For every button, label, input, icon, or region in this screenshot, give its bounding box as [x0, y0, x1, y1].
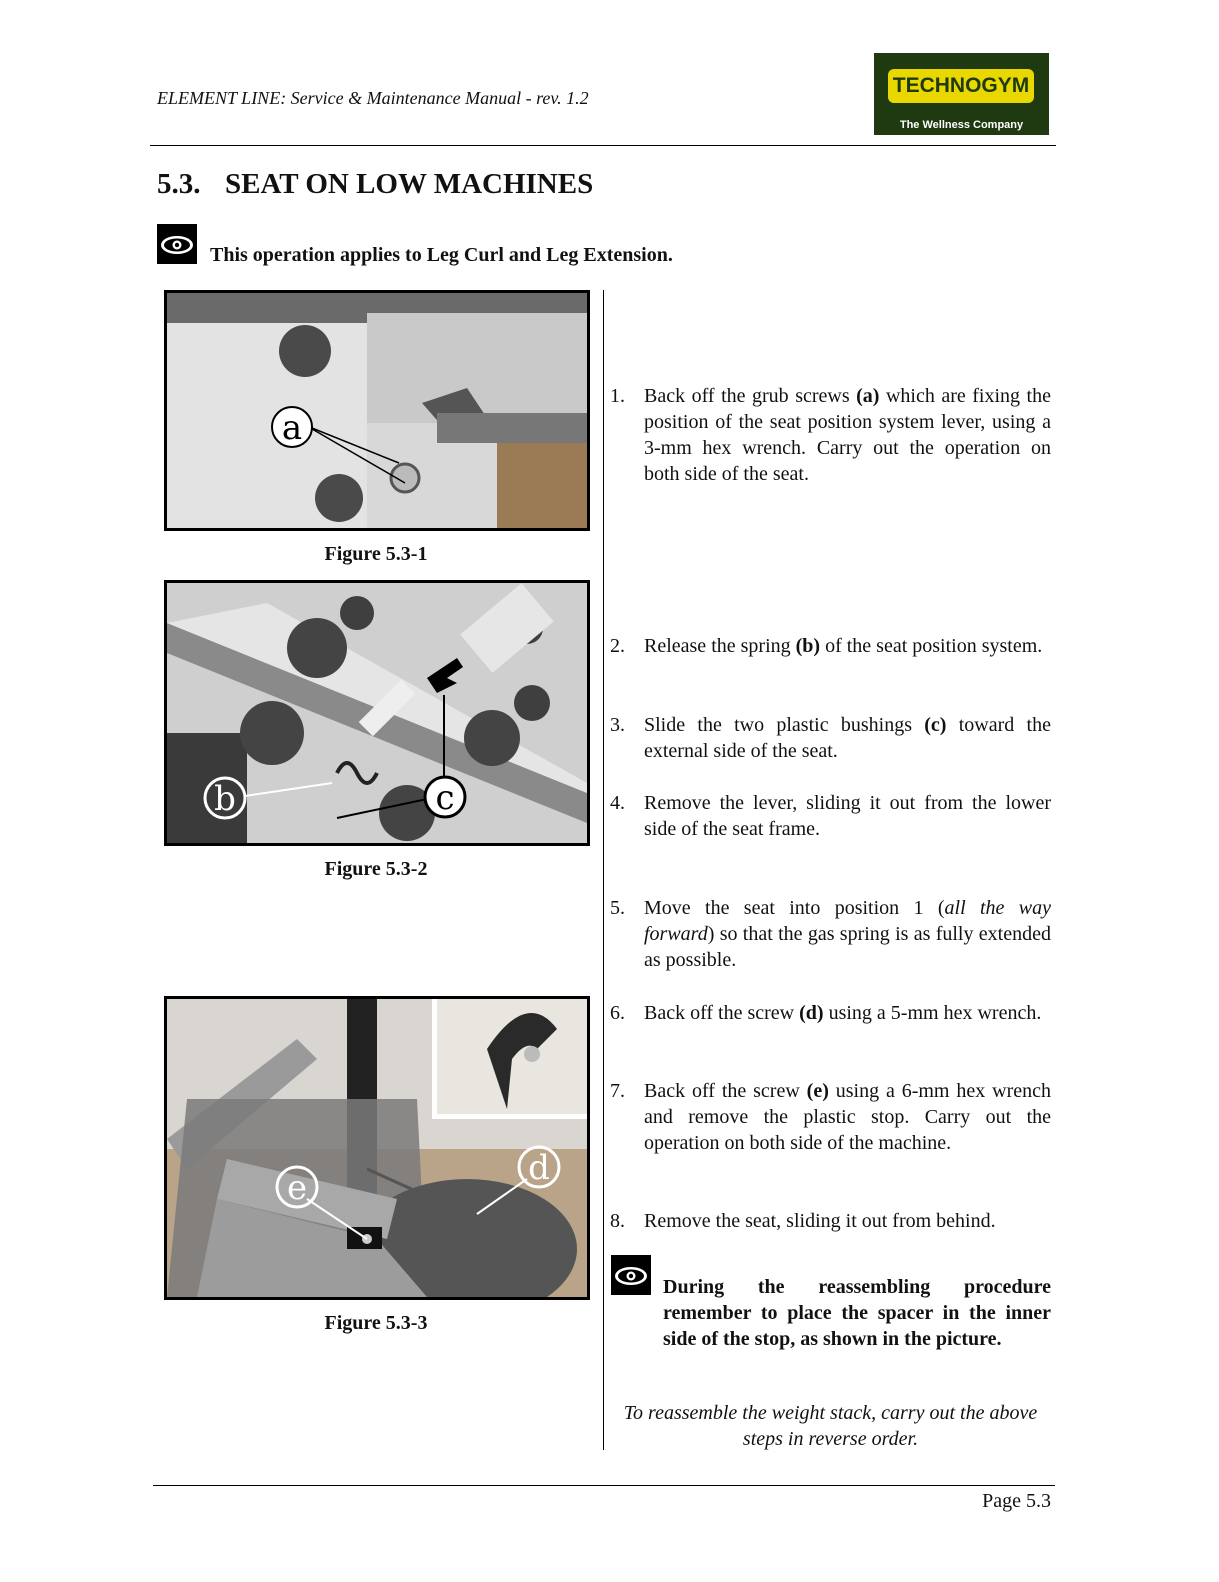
figure-label-c: c — [435, 778, 455, 818]
eye-icon-note — [611, 1255, 651, 1295]
step-7: 7. Back off the screw (e) using a 6-mm hex wrench and remove the plastic stop. Carry out the operation on both side of the machine. — [610, 1080, 1051, 1154]
document-header: ELEMENT LINE: Service & Maintenance Manual - rev. 1.2 — [157, 88, 589, 108]
page-number: Page 5.3 — [982, 1490, 1051, 1512]
figure-caption-3: Figure 5.3-3 — [324, 1312, 428, 1334]
step-1: 1. Back off the grub screws (a) which are fixing the position of the seat position system lever, using a 3-mm hex wrench. Carry out the operation on both side of the seat. — [610, 385, 1051, 485]
footer-rule — [153, 1485, 1055, 1486]
step-2: 2. Release the spring (b) of the seat position system. — [610, 635, 1043, 657]
figure-label-b: b — [214, 779, 236, 819]
column-divider — [603, 290, 604, 1450]
figure-caption-2: Figure 5.3-2 — [324, 858, 428, 880]
step-6: 6. Back off the screw (d) using a 5-mm hex wrench. — [610, 1002, 1042, 1024]
step-3: 3. Slide the two plastic bushings (c) toward the external side of the seat. — [610, 714, 1051, 762]
section-number: 5.3. — [157, 168, 201, 200]
logo-wordmark: TECHNOGYM — [888, 69, 1034, 103]
step-8: 8. Remove the seat, sliding it out from behind. — [610, 1210, 996, 1232]
figure-label-d: d — [528, 1148, 550, 1188]
figure-5-3-3-photo — [164, 996, 590, 1300]
step-4: 4. Remove the lever, sliding it out from the lower side of the seat frame. — [610, 792, 1051, 840]
section-title-text: SEAT ON LOW MACHINES — [225, 168, 594, 200]
figure-label-a: a — [281, 408, 303, 448]
step-5: 5. Move the seat into position 1 (all the way forward) so that the gas spring is as fully extended as possible. — [610, 897, 1051, 971]
technogym-logo — [874, 53, 1049, 135]
logo-tagline: The Wellness Company — [899, 119, 1024, 131]
applicability-note: This operation applies to Leg Curl and Leg Extension. — [210, 244, 673, 266]
figure-caption-1: Figure 5.3-1 — [324, 543, 428, 565]
figure-5-3-2-photo — [164, 580, 590, 846]
eye-icon — [157, 224, 197, 264]
closing-instruction: To reassemble the weight stack, carry out the above steps in reverse order. — [623, 1402, 1038, 1450]
section-title — [157, 168, 593, 201]
figure-label-e: e — [286, 1168, 308, 1208]
reassembly-note: During the reassembling procedure remember to place the spacer in the inner side of the stop, as shown in the picture. — [663, 1276, 1051, 1350]
figure-5-3-1-photo — [164, 290, 590, 531]
header-rule — [150, 145, 1056, 146]
